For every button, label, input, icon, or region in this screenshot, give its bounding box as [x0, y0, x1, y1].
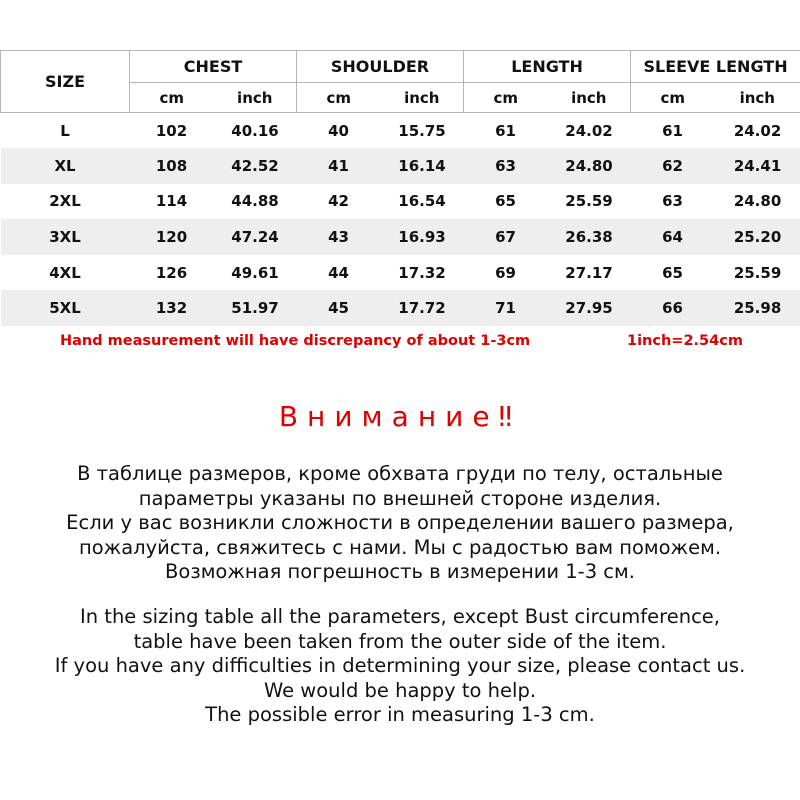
chest-inch-cell: 49.61	[231, 263, 279, 282]
russian-notice	[0, 462, 800, 585]
shoulder-cm-cell: 44	[328, 263, 349, 282]
length-inch-cell: 27.17	[565, 263, 613, 282]
chest-cm-cell: 132	[130, 290, 214, 326]
length-cm-cell: 71	[464, 290, 548, 326]
conversion-note: 1inch=2.54cm	[627, 333, 743, 349]
russian-line: Возможная погрешность в измерении 1-3 см.	[165, 560, 635, 583]
shoulder-inch-cell: 16.14	[381, 148, 464, 184]
shoulder-header: SHOULDER	[297, 51, 464, 83]
russian-line: пожалуйста, свяжитесь с нами. Мы с радостью вам поможем.	[78, 535, 722, 559]
sleeve-cm-cell: 61	[662, 121, 683, 140]
table-row	[1, 290, 800, 326]
sleeve-inch-cell: 25.98	[715, 290, 800, 326]
length-cm-cell: 63	[464, 148, 548, 184]
measurement-notes	[0, 333, 800, 355]
sleeve-inch-cell: 24.80	[733, 192, 782, 211]
length-inch-cell: 24.02	[565, 121, 613, 140]
unit-cm: cm	[297, 83, 381, 113]
chest-inch-cell: 42.52	[214, 148, 297, 184]
header-row	[1, 51, 800, 83]
sleeve-inch-cell: 24.02	[733, 121, 782, 140]
russian-line: параметры указаны по внешней стороне изделия.	[138, 486, 662, 510]
size-chart-table	[0, 50, 800, 326]
shoulder-inch-cell: 17.72	[381, 290, 464, 326]
sleeve-cm-cell: 65	[662, 263, 683, 282]
chest-cm-cell: 114	[155, 192, 188, 211]
sleeve-inch-cell: 25.59	[733, 263, 782, 282]
attention-heading: Внимание‼	[278, 400, 522, 433]
table-row	[1, 113, 800, 149]
sleeve-cm-cell: 63	[662, 192, 683, 211]
shoulder-cm-cell: 40	[328, 121, 349, 140]
unit-inch: inch	[548, 83, 631, 113]
shoulder-inch-cell: 16.93	[381, 219, 464, 255]
length-cm-cell: 61	[495, 121, 516, 140]
size-cell: 5XL	[1, 290, 130, 326]
english-notice	[0, 605, 800, 728]
unit-inch: inch	[715, 83, 800, 113]
chest-cm-cell: 102	[155, 121, 188, 140]
table-row	[1, 148, 800, 184]
chest-header: CHEST	[130, 51, 297, 83]
table-row	[1, 255, 800, 291]
length-cm-cell: 65	[495, 192, 516, 211]
sleeve-cm-cell: 62	[631, 148, 715, 184]
shoulder-inch-cell: 17.32	[398, 263, 446, 282]
chest-cm-cell: 108	[130, 148, 214, 184]
shoulder-inch-cell: 15.75	[398, 121, 446, 140]
length-inch-cell: 27.95	[548, 290, 631, 326]
english-line: If you have any difficulties in determining your size, please contact us.	[54, 654, 746, 677]
size-cell: XL	[1, 148, 130, 184]
shoulder-cm-cell: 42	[328, 192, 349, 211]
sleeve-cm-cell: 66	[631, 290, 715, 326]
chest-inch-cell: 47.24	[214, 219, 297, 255]
table-row	[1, 184, 800, 220]
english-line: In the sizing table all the parameters, except Bust circumference,	[79, 605, 720, 628]
shoulder-cm-cell: 43	[297, 219, 381, 255]
sleeve-inch-cell: 25.20	[715, 219, 800, 255]
length-inch-cell: 25.59	[565, 192, 613, 211]
shoulder-inch-cell: 16.54	[398, 192, 446, 211]
size-cell: 4XL	[49, 263, 81, 282]
size-header: SIZE	[1, 51, 130, 113]
chest-cm-cell: 126	[155, 263, 188, 282]
discrepancy-note: Hand measurement will have discrepancy of about 1-3cm	[60, 333, 531, 349]
length-cm-cell: 67	[464, 219, 548, 255]
size-cell: 3XL	[1, 219, 130, 255]
size-cell: 2XL	[49, 192, 81, 211]
unit-inch: inch	[214, 83, 297, 113]
length-inch-cell: 24.80	[548, 148, 631, 184]
unit-cm: cm	[130, 83, 214, 113]
size-cell: L	[60, 121, 70, 140]
length-cm-cell: 69	[495, 263, 516, 282]
english-line: The possible error in measuring 1-3 cm.	[205, 703, 595, 726]
russian-line: В таблице размеров, кроме обхвата груди по телу, остальные	[77, 462, 723, 485]
sleeve-length-header: SLEEVE LENGTH	[631, 51, 800, 83]
english-line: We would be happy to help.	[263, 678, 537, 702]
english-line: table have been taken from the outer side of the item.	[133, 629, 667, 653]
table-row	[1, 219, 800, 255]
unit-cm: cm	[464, 83, 548, 113]
chest-inch-cell: 44.88	[231, 192, 279, 211]
sleeve-inch-cell: 24.41	[715, 148, 800, 184]
russian-line: Если у вас возникли сложности в определении вашего размера,	[66, 511, 734, 534]
shoulder-cm-cell: 45	[297, 290, 381, 326]
length-header: LENGTH	[464, 51, 631, 83]
sleeve-cm-cell: 64	[631, 219, 715, 255]
chest-inch-cell: 40.16	[231, 121, 279, 140]
unit-inch: inch	[381, 83, 464, 113]
chest-cm-cell: 120	[130, 219, 214, 255]
length-inch-cell: 26.38	[548, 219, 631, 255]
shoulder-cm-cell: 41	[297, 148, 381, 184]
unit-cm: cm	[631, 83, 715, 113]
chest-inch-cell: 51.97	[214, 290, 297, 326]
